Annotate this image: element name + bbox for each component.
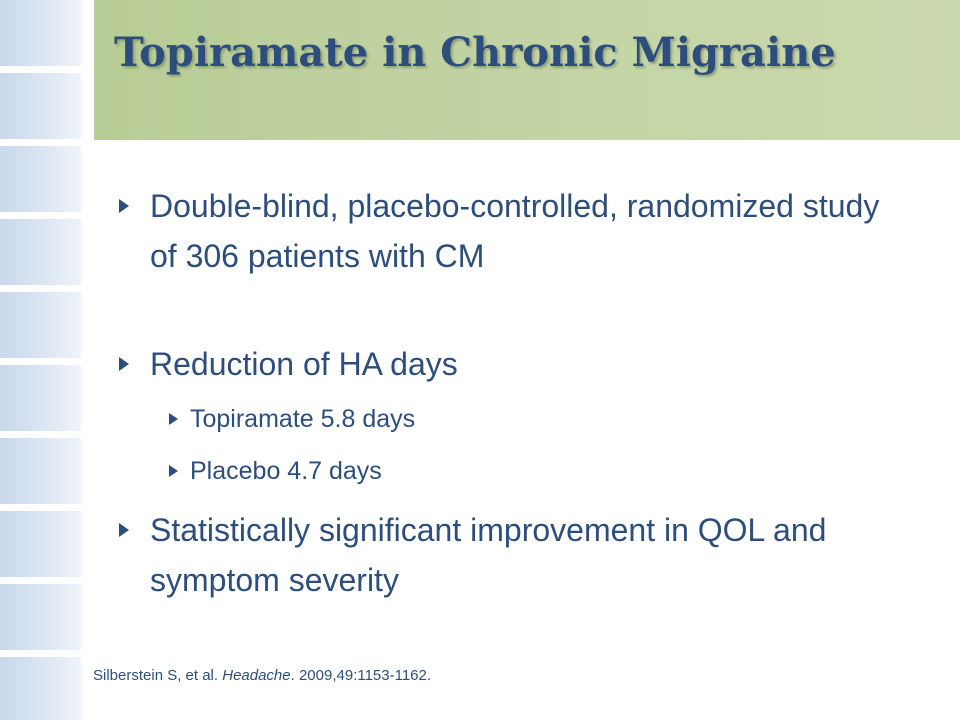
citation: Silberstein S, et al. Headache. 2009,49:1153-1162. xyxy=(93,667,432,684)
bullet-text: Reduction of HA days xyxy=(150,346,458,382)
bullet-reduction xyxy=(150,339,890,389)
bullet-study-design xyxy=(150,181,890,281)
decorative-tile xyxy=(0,584,82,650)
citation-details: 2009,49:1153-1162. xyxy=(298,667,432,684)
bullet-topiramate xyxy=(190,401,890,437)
decorative-tile xyxy=(0,219,82,285)
bullet-placebo xyxy=(190,453,890,489)
bullet-qol xyxy=(150,505,890,605)
triangle-bullet-icon xyxy=(119,199,129,213)
bullet-text: Topiramate 5.8 days xyxy=(190,405,416,433)
bullet-text: Placebo 4.7 days xyxy=(190,457,382,485)
citation-journal: Headache xyxy=(222,667,291,684)
triangle-bullet-icon xyxy=(119,357,129,371)
decorative-tile xyxy=(0,0,82,66)
triangle-bullet-icon xyxy=(169,465,178,477)
citation-authors: Silberstein S, et al. xyxy=(93,667,219,684)
decorative-tile-strip xyxy=(0,0,86,720)
decorative-tile xyxy=(0,73,82,139)
decorative-tile xyxy=(0,438,82,504)
decorative-tile xyxy=(0,511,82,577)
triangle-bullet-icon xyxy=(169,413,178,425)
decorative-tile xyxy=(0,365,82,431)
decorative-tile xyxy=(0,657,82,720)
decorative-tile xyxy=(0,292,82,358)
decorative-tile xyxy=(0,146,82,212)
triangle-bullet-icon xyxy=(119,523,129,537)
bullet-text: Statistically significant improvement in QOL and symptom severity xyxy=(150,512,827,598)
bullet-text: Double-blind, placebo-controlled, randomized study of 306 patients with CM xyxy=(150,188,880,274)
slide-title: Topiramate in Chronic Migraine xyxy=(114,29,836,76)
